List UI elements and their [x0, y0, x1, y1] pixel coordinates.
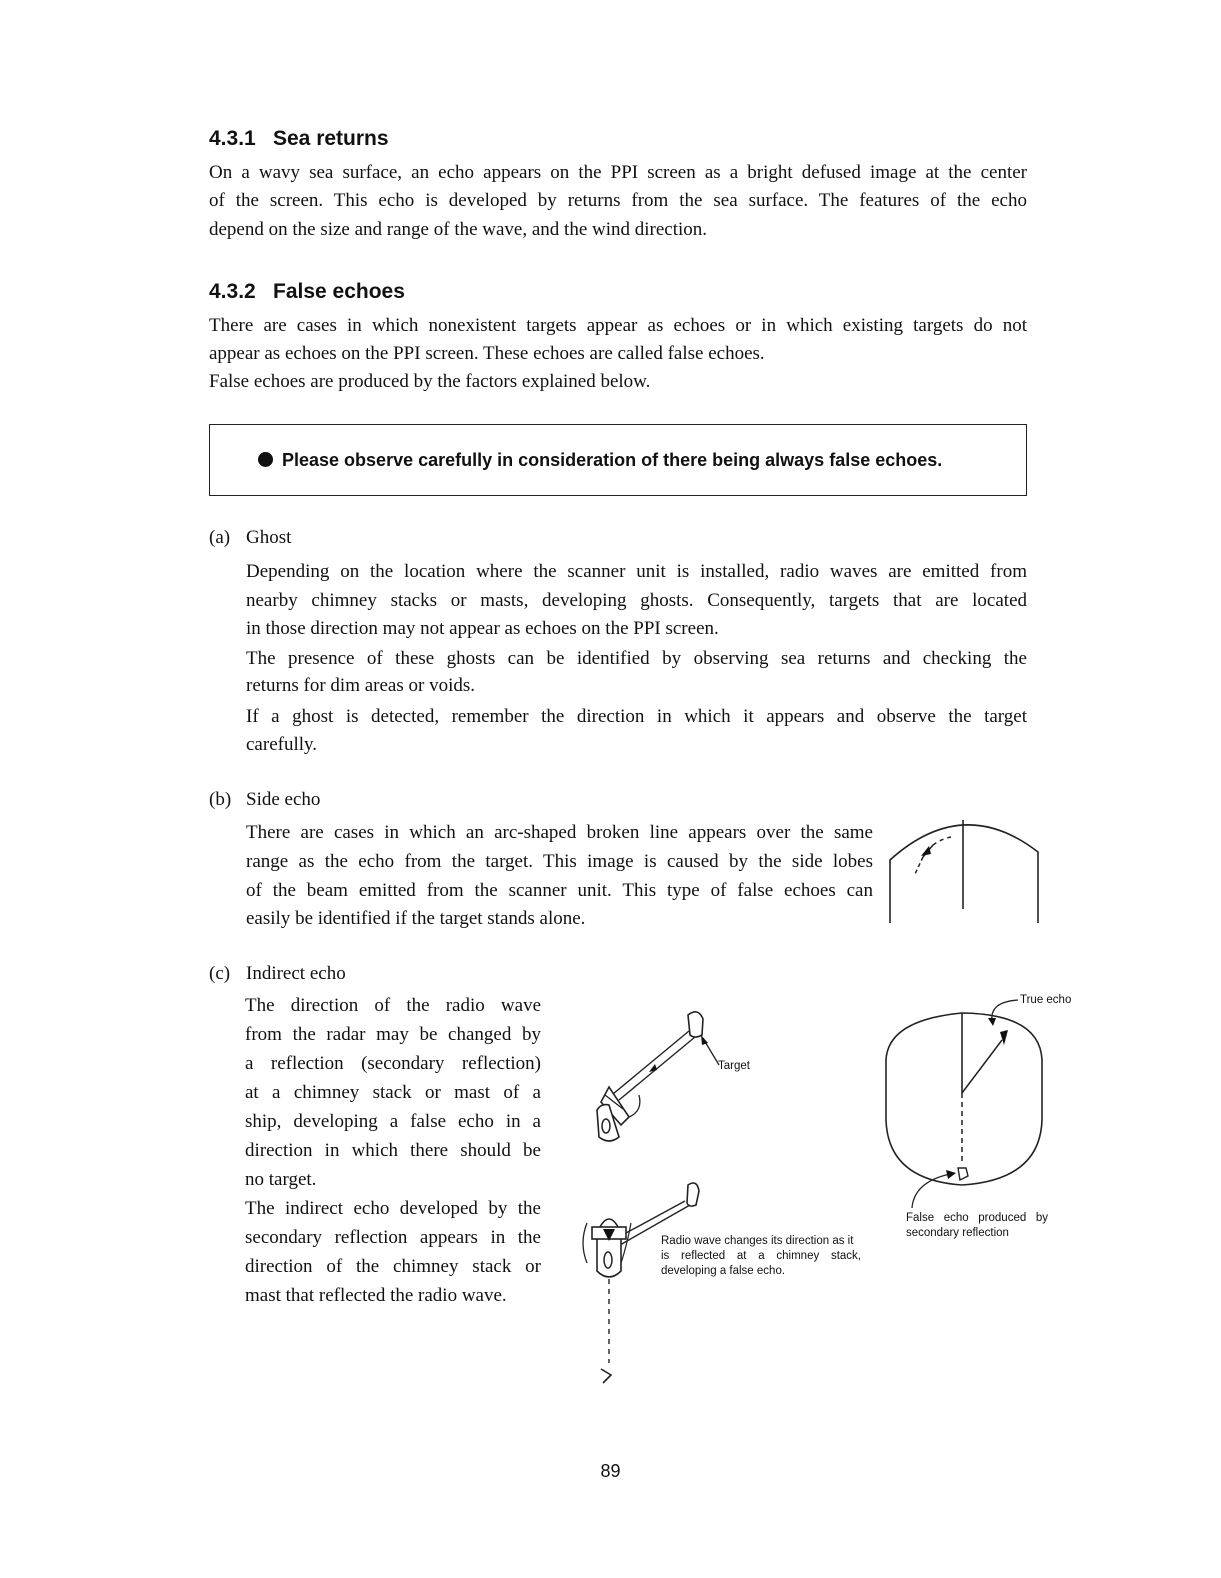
page-number: 89	[600, 1461, 621, 1481]
heading-sea-returns	[209, 127, 389, 151]
paragraph-line: of the beam emitted from the scanner unit. This type of false echoes can	[246, 880, 873, 901]
false-echo-caption	[906, 1211, 1048, 1241]
paragraph-line: a reflection (secondary reflection)	[245, 1053, 541, 1074]
radio-wave-caption	[661, 1234, 861, 1279]
item-ghost-heading	[209, 527, 291, 549]
paragraph-line: returns for dim areas or voids.	[246, 675, 475, 696]
paragraph-line: at a chimney stack or mast of a	[245, 1082, 541, 1103]
item-marker: (c)	[209, 963, 231, 984]
item-indirect-echo-heading	[209, 963, 346, 985]
paragraph-line: of the screen. This echo is developed by returns from the sea surface. The features of the echo	[209, 190, 1027, 211]
item-side-echo-heading	[209, 789, 320, 811]
paragraph-line: appear as echoes on the PPI screen. These echoes are called false echoes.	[209, 343, 765, 364]
paragraph-line: nearby chimney stacks or masts, developing ghosts. Consequently, targets that are located	[246, 590, 1027, 611]
paragraph-line: from the radar may be changed by	[245, 1024, 541, 1045]
paragraph-line: False echoes are produced by the factors explained below.	[209, 371, 651, 392]
indirect-echo-ppi-diagram	[880, 990, 1060, 1215]
ship-reflection-diagram-bottom	[575, 1175, 715, 1390]
paragraph-line: The indirect echo developed by the	[245, 1198, 541, 1219]
paragraph-line: no target.	[245, 1169, 317, 1190]
paragraph-line: mast that reflected the radio wave.	[245, 1285, 507, 1306]
paragraph-line: If a ghost is detected, remember the direction in which it appears and observe the target	[246, 706, 1027, 727]
paragraph-line: direction in which there should be	[245, 1140, 541, 1161]
item-title: Side echo	[246, 789, 321, 810]
item-title: Indirect echo	[246, 963, 346, 984]
section-title: Sea returns	[273, 127, 389, 150]
caption-line: False echo produced by	[906, 1212, 1048, 1224]
paragraph-line: secondary reflection appears in the	[245, 1227, 541, 1248]
caption-line: is reflected at a chimney stack,	[661, 1250, 861, 1262]
caution-box	[209, 424, 1027, 496]
caption-line: developing a false echo.	[661, 1265, 786, 1277]
caption-line: Radio wave changes its direction as it	[661, 1235, 854, 1247]
bullet-icon	[258, 452, 273, 467]
true-echo-label: True echo	[1020, 994, 1072, 1006]
paragraph-line: carefully.	[246, 734, 318, 755]
paragraph-line: Depending on the location where the scanner unit is installed, radio waves are emitted from	[246, 561, 1027, 582]
paragraph-line: The presence of these ghosts can be identified by observing sea returns and checking the	[246, 648, 1027, 669]
section-number: 4.3.2	[209, 280, 256, 303]
caution-text: Please observe carefully in consideration of there being always false echoes.	[282, 450, 943, 470]
caption-line: secondary reflection	[906, 1227, 1009, 1239]
paragraph-line: There are cases in which an arc-shaped broken line appears over the same	[246, 822, 873, 843]
item-title: Ghost	[246, 527, 292, 548]
paragraph-line: easily be identified if the target stands alone.	[246, 908, 586, 929]
paragraph-line: depend on the size and range of the wave, and the wind direction.	[209, 219, 708, 240]
heading-false-echoes	[209, 280, 405, 304]
paragraph-line: ship, developing a false echo in a	[245, 1111, 541, 1132]
paragraph-line: range as the echo from the target. This image is caused by the side lobes	[246, 851, 873, 872]
item-marker: (a)	[209, 527, 231, 548]
caution-text-row	[258, 450, 942, 471]
paragraph-line: in those direction may not appear as echoes on the PPI screen.	[246, 618, 719, 639]
paragraph-line: direction of the chimney stack or	[245, 1256, 541, 1277]
target-label: Target	[718, 1060, 750, 1072]
item-marker: (b)	[209, 789, 232, 810]
paragraph-line: On a wavy sea surface, an echo appears on the PPI screen as a bright defused image at the center	[209, 162, 1027, 183]
ship-reflection-diagram-top	[585, 1005, 725, 1150]
side-echo-diagram	[885, 812, 1045, 927]
section-title: False echoes	[273, 280, 405, 303]
paragraph-line: The direction of the radio wave	[245, 995, 541, 1016]
section-number: 4.3.1	[209, 127, 256, 150]
paragraph-line: There are cases in which nonexistent targets appear as echoes or in which existing targets do not	[209, 315, 1027, 336]
